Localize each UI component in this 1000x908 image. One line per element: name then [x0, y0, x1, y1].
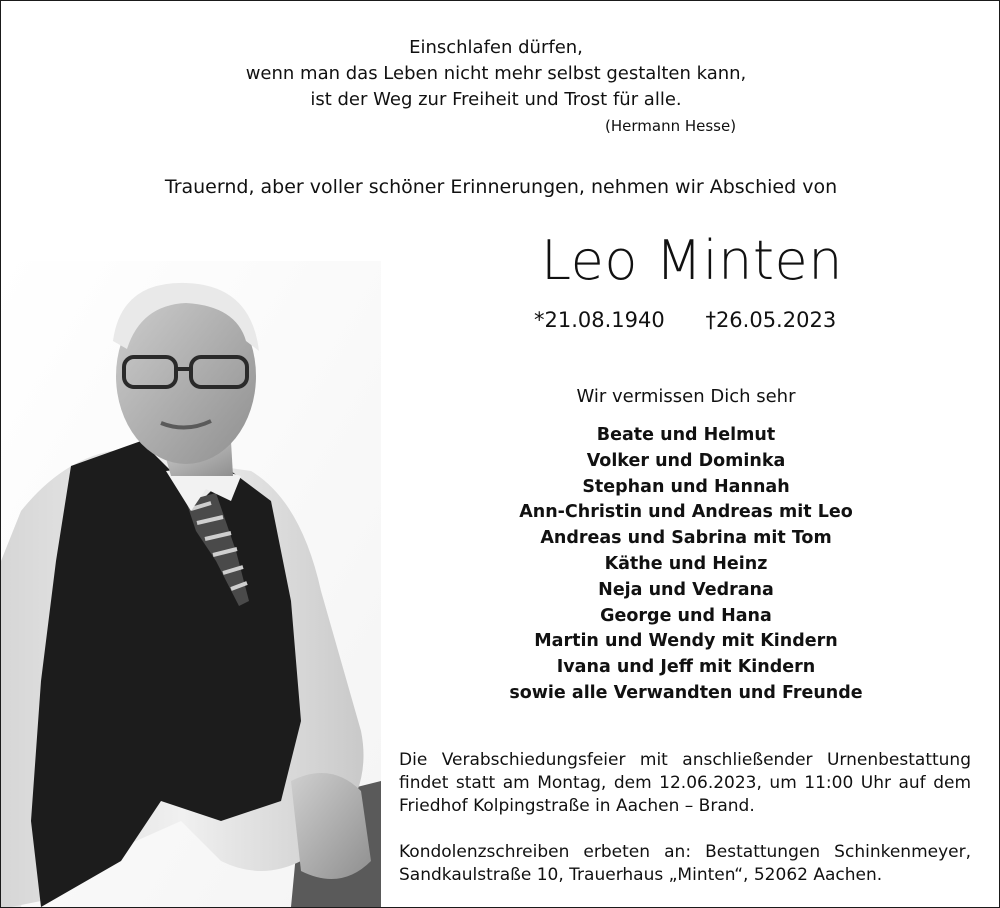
mourner-line: Martin und Wendy mit Kindern — [534, 631, 838, 652]
mourner-line: Volker und Dominka — [586, 450, 786, 471]
condolence-info: Kondolenzschreiben erbeten an: Bestattungen Schinkenmeyer, Sandkaulstraße 10, Trauerhaus „Minten“, 52062 Aachen. — [399, 842, 971, 885]
mourners-list — [401, 423, 971, 707]
hesse-quote — [1, 35, 991, 113]
quote-line: Einschlafen dürfen, — [409, 37, 583, 58]
mourner-line: Ann-Christin und Andreas mit Leo — [519, 502, 853, 523]
quote-line: wenn man das Leben nicht mehr selbst gestalten kann, — [245, 63, 747, 84]
mourner-line: Beate und Helmut — [596, 425, 776, 445]
mourner-line: sowie alle Verwandten und Freunde — [509, 682, 863, 703]
mourner-line: Ivana und Jeff mit Kindern — [556, 657, 816, 678]
mourner-line: Andreas und Sabrina mit Tom — [540, 528, 832, 549]
service-info: Die Verabschiedungsfeier mit anschließender Urnenbestattung findet statt am Montag, dem 12.06.2023, um 11:00 Uhr auf dem Friedhof Kolpingstraße in Aachen – Brand. — [399, 750, 971, 816]
death-date: †26.05.2023 — [705, 308, 837, 332]
miss-line: Wir vermissen Dich sehr — [576, 386, 796, 407]
farewell-intro: Trauernd, aber voller schöner Erinnerungen, nehmen wir Abschied von — [164, 176, 838, 198]
quote-line: ist der Weg zur Freiheit und Trost für alle. — [310, 89, 682, 110]
mourner-line: George und Hana — [600, 605, 772, 626]
birth-date: *21.08.1940 — [534, 308, 665, 332]
life-dates — [534, 308, 836, 332]
quote-author: (Hermann Hesse) — [605, 117, 737, 135]
deceased-name: Leo Minten — [541, 229, 843, 292]
mourner-line: Neja und Vedrana — [598, 579, 774, 600]
mourner-line: Käthe und Heinz — [604, 553, 768, 574]
mourner-line: Stephan und Hannah — [582, 476, 790, 497]
portrait-photo — [1, 261, 381, 907]
